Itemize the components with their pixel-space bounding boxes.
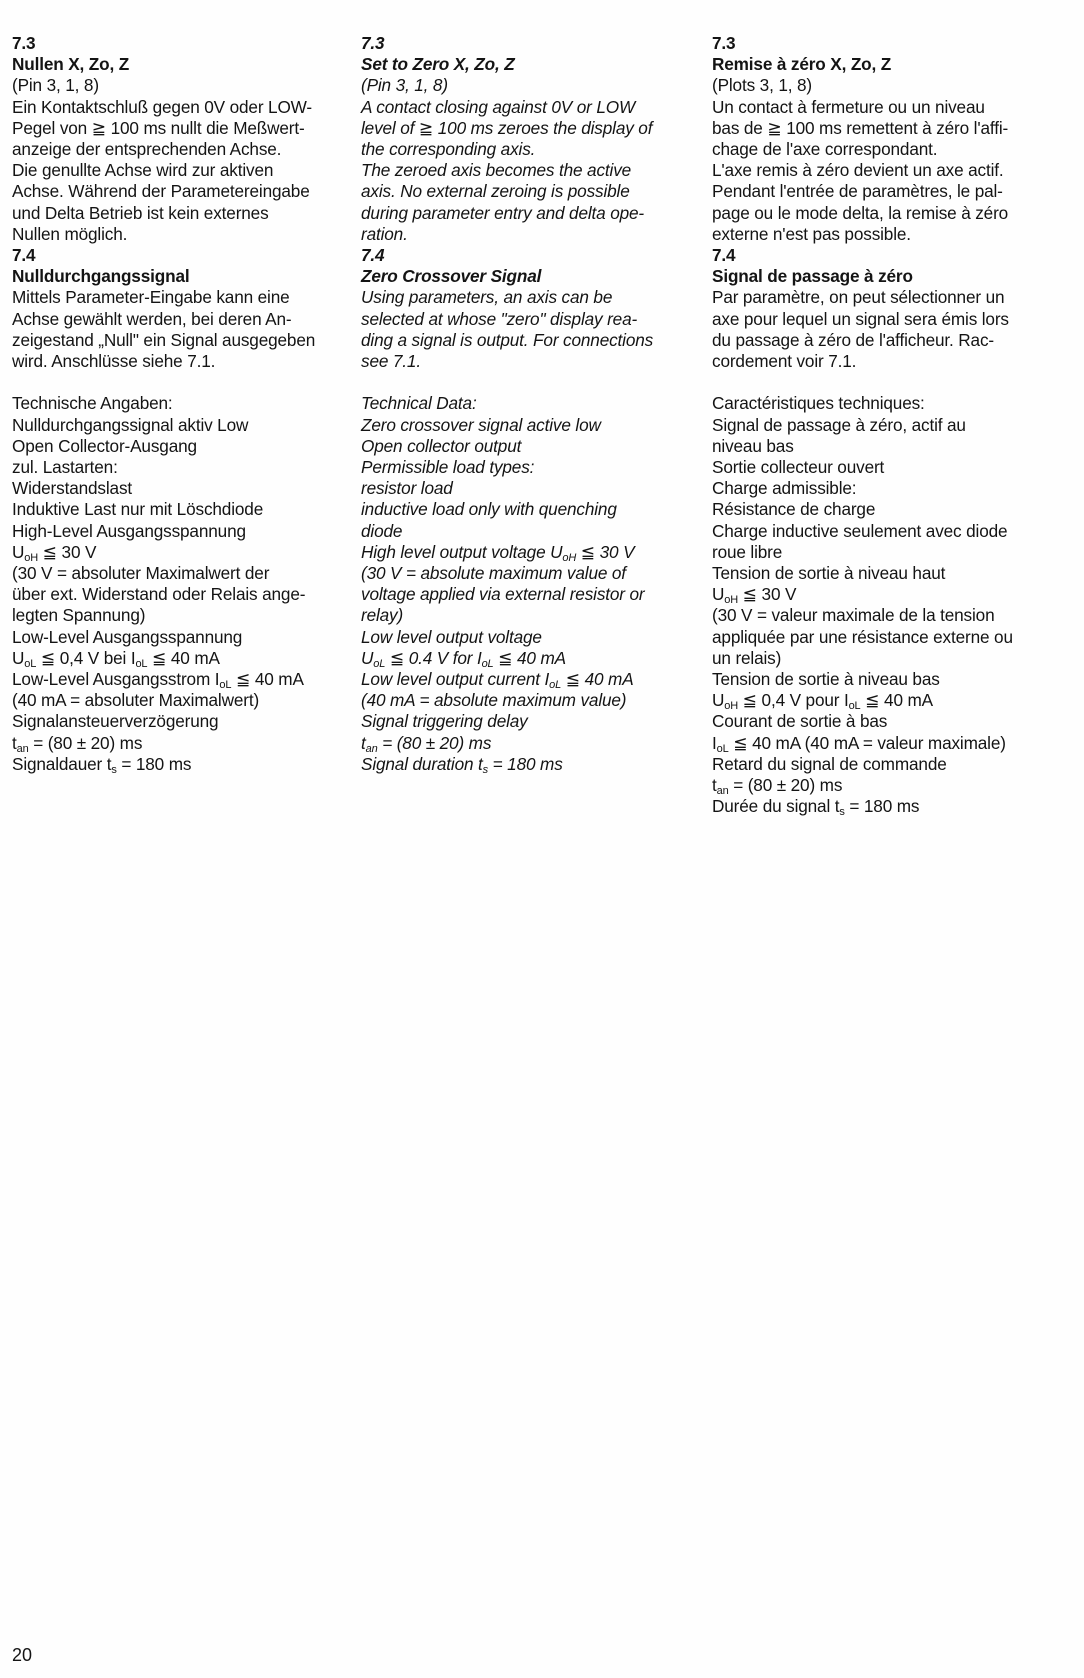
tech-line: Low level output voltage: [361, 626, 542, 647]
body-line: Die genullte Achse wird zur aktiven: [12, 160, 274, 181]
formula-iol: Low-Level Ausgangsstrom $I_{oL}$ ≦ 40 mA: [12, 669, 304, 692]
formula-ts: Durée du signal $t_s = 180$ ms: [712, 796, 920, 819]
tech-line: über ext. Widerstand oder Relais ange-: [12, 584, 306, 605]
tech-line: Résistance de charge: [712, 499, 876, 520]
section-number: 7.3: [361, 33, 385, 53]
formula-ts: Signal duration $t_s = 180$ ms: [361, 753, 563, 776]
column-english: [361, 33, 696, 775]
tech-heading: Technische Angaben:: [12, 393, 173, 414]
body-line: axe pour lequel un signal sera émis lors: [712, 308, 1009, 329]
formula-uoh: $U_{oH}$ ≦ 30 V: [12, 541, 97, 564]
tech-line: Permissible load types:: [361, 457, 535, 478]
tech-line: un relais): [712, 647, 782, 668]
section-number: 7.3: [12, 33, 36, 53]
body-line: cordement voir 7.1.: [712, 351, 857, 372]
tech-line: Tension de sortie à niveau bas: [712, 669, 940, 690]
pin-reference: (Plots 3, 1, 8): [712, 75, 812, 96]
tech-line: roue libre: [712, 541, 783, 562]
tech-line: (30 V = absoluter Maximalwert der: [12, 563, 270, 584]
body-line: chage de l'axe correspondant.: [712, 139, 938, 160]
tech-line: High-Level Ausgangsspannung: [12, 520, 246, 541]
tech-line: (30 V = valeur maximale de la tension: [712, 605, 995, 626]
body-line: bas de ≧ 100 ms remettent à zéro l'affi-: [712, 117, 1009, 138]
section-number: 7.4: [12, 245, 36, 266]
tech-line: (30 V = absolute maximum value of: [361, 563, 626, 584]
body-line: wird. Anschlüsse siehe 7.1.: [12, 351, 216, 372]
body-line: anzeige der entsprechenden Achse.: [12, 139, 282, 160]
body-line: externe n'est pas possible.: [712, 223, 911, 244]
tech-line: relay): [361, 605, 404, 626]
body-line: ration.: [361, 223, 408, 244]
body-line: the corresponding axis.: [361, 139, 536, 160]
body-line: selected at whose "zero" display rea-: [361, 308, 638, 329]
tech-line: resistor load: [361, 478, 453, 499]
body-line: Pegel von ≧ 100 ms nullt die Meßwert-: [12, 117, 305, 138]
body-line: The zeroed axis becomes the active: [361, 160, 632, 181]
tech-line: diode: [361, 520, 403, 541]
body-line: level of ≧ 100 ms zeroes the display of: [361, 117, 653, 138]
section-title: Nullen X, Zo, Z: [12, 54, 130, 75]
body-line: axis. No external zeroing is possible: [361, 181, 630, 202]
tech-line: Open Collector-Ausgang: [12, 435, 197, 456]
body-line: during parameter entry and delta ope-: [361, 202, 644, 223]
tech-line: (40 mA = absolute maximum value): [361, 690, 627, 711]
tech-line: Zero crossover signal active low: [361, 414, 601, 435]
tech-line: Retard du signal de commande: [712, 753, 947, 774]
page-number: 20: [12, 1645, 33, 1665]
tech-line: Tension de sortie à niveau haut: [712, 563, 946, 584]
formula-uoh: High level output voltage $U_{oH}$ ≦ 30 V: [361, 541, 635, 564]
tech-line: legten Spannung): [12, 605, 146, 626]
spacer: [12, 372, 342, 393]
section-title: Remise à zéro X, Zo, Z: [712, 54, 892, 75]
tech-line: zul. Lastarten:: [12, 457, 118, 478]
formula-tan: $t_{an} = (80 \pm 20)$ ms: [361, 732, 492, 755]
tech-line: Sortie collecteur ouvert: [712, 457, 885, 478]
section-number: 7.3: [712, 33, 736, 53]
tech-line: niveau bas: [712, 435, 794, 456]
pin-reference: (Pin 3, 1, 8): [12, 75, 99, 96]
tech-line: Induktive Last nur mit Löschdiode: [12, 499, 264, 520]
body-line: Ein Kontaktschluß gegen 0V oder LOW-: [12, 96, 313, 117]
tech-line: Charge inductive seulement avec diode: [712, 520, 1008, 541]
formula-tan: $t_{an} = (80 \pm 20)$ ms: [712, 775, 843, 798]
body-line: Mittels Parameter-Eingabe kann eine: [12, 287, 290, 308]
body-line: see 7.1.: [361, 351, 421, 372]
pin-reference: (Pin 3, 1, 8): [361, 75, 448, 96]
tech-line: Low-Level Ausgangsspannung: [12, 626, 243, 647]
body-line: page ou le mode delta, la remise à zéro: [712, 202, 1009, 223]
body-line: Achse gewählt werden, bei deren An-: [12, 308, 292, 329]
section-title: Set to Zero X, Zo, Z: [361, 54, 515, 75]
formula-ts: Signaldauer $t_s = 180$ ms: [12, 753, 192, 776]
tech-line: Signalansteuerverzögerung: [12, 711, 219, 732]
body-line: du passage à zéro de l'afficheur. Rac-: [712, 329, 994, 350]
section-title: Zero Crossover Signal: [361, 266, 542, 287]
tech-line: Charge admissible:: [712, 478, 857, 499]
body-line: Par paramètre, on peut sélectionner un: [712, 287, 1005, 308]
tech-heading: Technical Data:: [361, 393, 477, 414]
formula-tan: $t_{an} = (80 \pm 20)$ ms: [12, 732, 143, 755]
column-german: [12, 33, 342, 775]
section-title: Nulldurchgangssignal: [12, 266, 190, 287]
body-line: A contact closing against 0V or LOW: [361, 96, 636, 117]
tech-line: Signal triggering delay: [361, 711, 528, 732]
body-line: ding a signal is output. For connections: [361, 329, 654, 350]
body-line: Achse. Während der Parametereingabe: [12, 181, 310, 202]
tech-line: Nulldurchgangssignal aktiv Low: [12, 414, 249, 435]
section-title: Signal de passage à zéro: [712, 266, 913, 287]
tech-line: inductive load only with quenching: [361, 499, 617, 520]
body-line: Pendant l'entrée de paramètres, le pal-: [712, 181, 1003, 202]
spacer: [361, 372, 696, 393]
body-line: und Delta Betrieb ist kein externes: [12, 202, 269, 223]
formula-uoh: $U_{oH}$ ≦ 30 V: [712, 584, 797, 607]
formula-iol: $I_{oL}$ ≦ 40 mA (40 mA = valeur maximale): [712, 732, 1006, 755]
tech-line: (40 mA = absoluter Maximalwert): [12, 690, 260, 711]
tech-heading: Caractéristiques techniques:: [712, 393, 925, 414]
tech-line: Widerstandslast: [12, 478, 133, 499]
body-line: Nullen möglich.: [12, 223, 128, 244]
section-number: 7.4: [361, 245, 385, 266]
formula-uol: $U_{oL}$ ≦ 0,4 V bei $I_{oL}$ ≦ 40 mA: [12, 647, 220, 670]
body-line: L'axe remis à zéro devient un axe actif.: [712, 160, 1004, 181]
formula-iol: Low level output current $I_{oL}$ ≦ 40 mA: [361, 669, 634, 692]
formula-uol: $U_{oL}$ ≦ 0.4 V for $I_{oL}$ ≦ 40 mA: [361, 647, 566, 670]
body-line: Using parameters, an axis can be: [361, 287, 613, 308]
tech-line: voltage applied via external resistor or: [361, 584, 645, 605]
column-french: [712, 33, 1052, 818]
body-line: Un contact à fermeture ou un niveau: [712, 96, 985, 117]
formula-uol: $U_{oH}$ ≦ 0,4 V pour $I_{oL}$ ≦ 40 mA: [712, 690, 933, 713]
tech-line: Signal de passage à zéro, actif au: [712, 414, 966, 435]
tech-line: appliquée par une résistance externe ou: [712, 626, 1013, 647]
tech-line: Courant de sortie à bas: [712, 711, 888, 732]
body-line: zeigestand „Null" ein Signal ausgegeben: [12, 329, 316, 350]
spacer: [712, 372, 1052, 393]
section-number: 7.4: [712, 245, 736, 266]
tech-line: Open collector output: [361, 435, 522, 456]
